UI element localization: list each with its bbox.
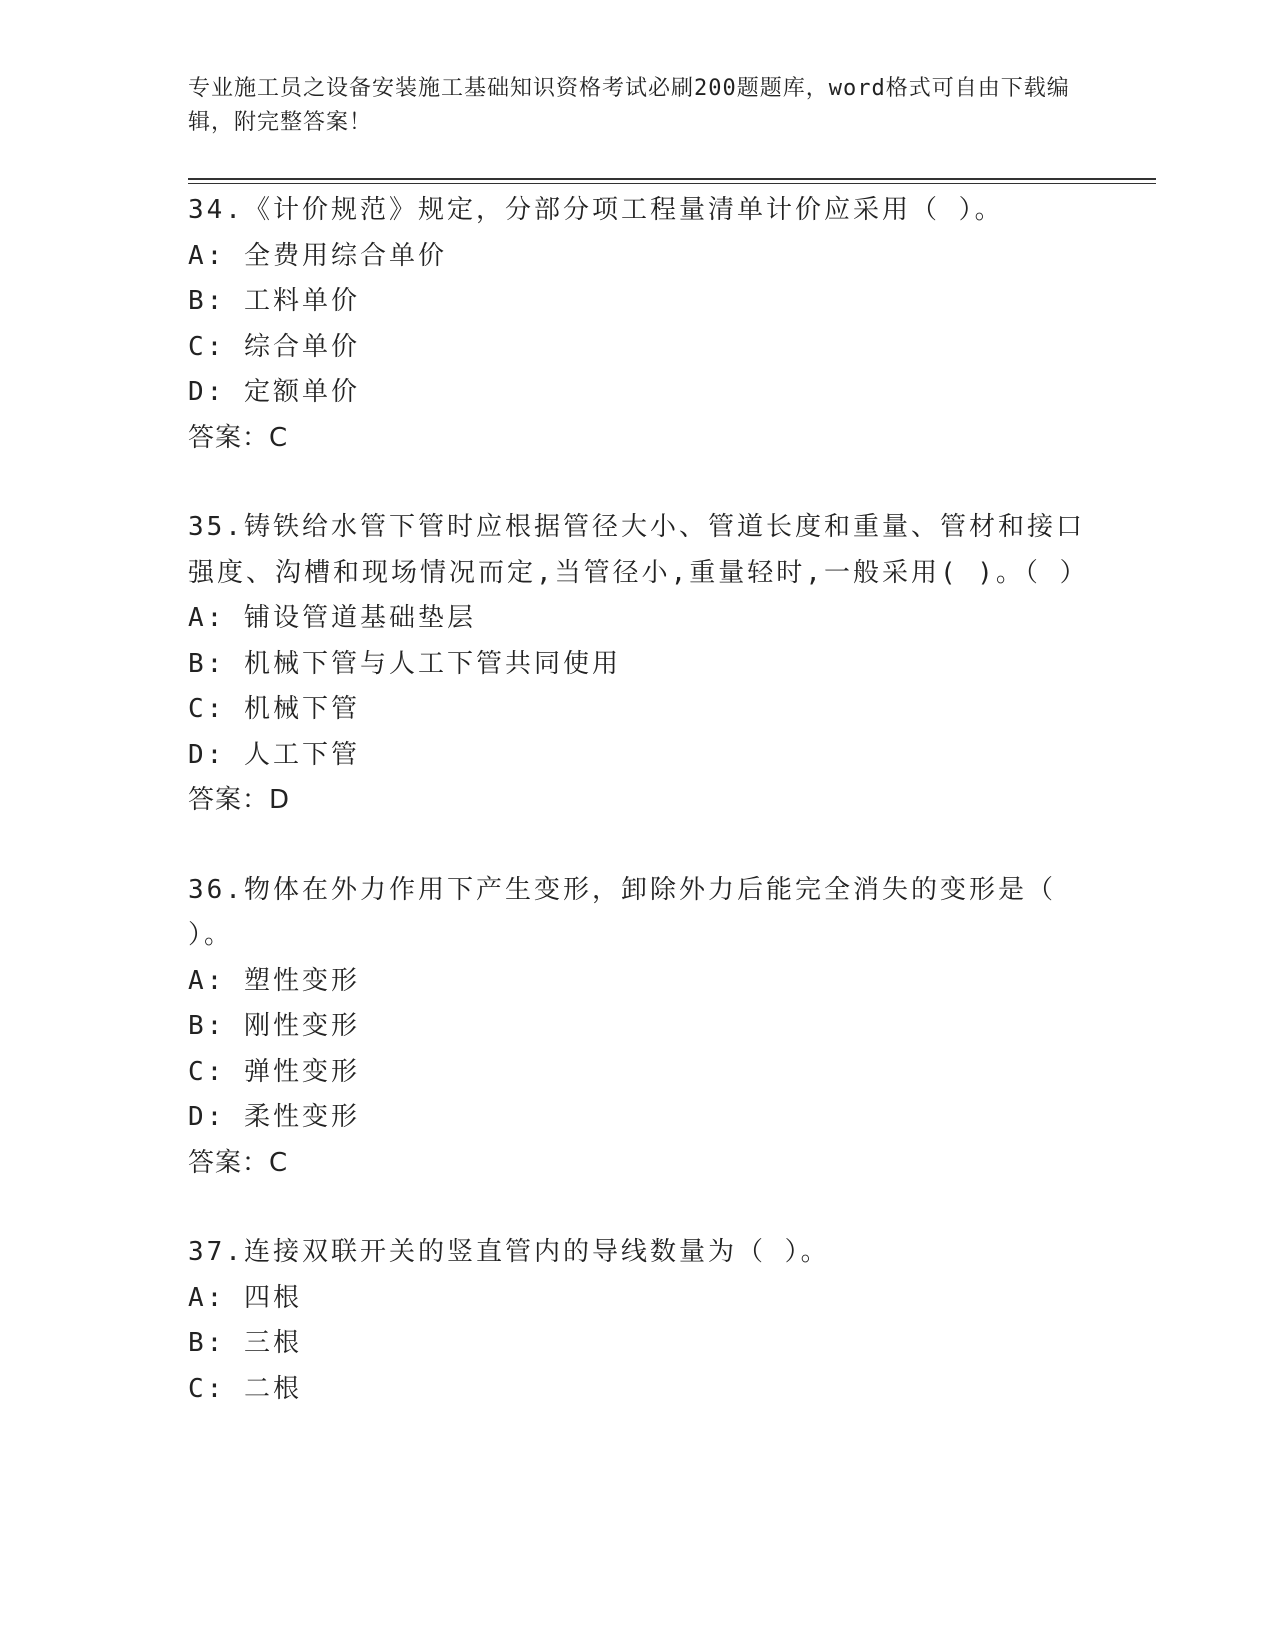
option-b: B: 工料单价 [188, 286, 360, 316]
option-c: C: 机械下管 [188, 694, 360, 724]
option-d: D: 定额单价 [188, 377, 360, 407]
option-c: C: 弹性变形 [188, 1056, 360, 1087]
header-rule-thin [188, 183, 1156, 184]
option-c: C: 综合单价 [188, 331, 360, 362]
question-stem: 35.铸铁给水管下管时应根据管径大小、管道长度和重量、管材和接口强度、沟槽和现场情况而定,当管径小,重量轻时,一般采用( )。（ ） [188, 512, 1089, 588]
question-37 [188, 1230, 1108, 1412]
document-header: 专业施工员之设备安装施工基础知识资格考试必刷200题题库，word格式可自由下载编辑，附完整答案！ [188, 76, 1070, 135]
answer: 答案：D [188, 785, 291, 815]
option-b: B: 三根 [188, 1328, 302, 1358]
option-b: B: 刚性变形 [188, 1011, 360, 1041]
question-34 [188, 188, 1108, 461]
answer: 答案：C [188, 422, 289, 453]
question-35 [188, 505, 1108, 824]
question-stem: 34.《计价规范》规定，分部分项工程量清单计价应采用（ ）。 [188, 195, 1004, 225]
question-36 [188, 868, 1108, 1187]
question-stem: 36.物体在外力作用下产生变形，卸除外力后能完全消失的变形是（ ）。 [188, 874, 1056, 950]
option-b: B: 机械下管与人工下管共同使用 [188, 648, 621, 679]
option-d: D: 人工下管 [188, 739, 360, 770]
option-d: D: 柔性变形 [188, 1102, 360, 1132]
option-a: A: 全费用综合单价 [188, 240, 447, 271]
header-rule-thick [188, 178, 1156, 180]
answer: 答案：C [188, 1147, 289, 1178]
question-stem: 37.连接双联开关的竖直管内的导线数量为（ ）。 [188, 1237, 830, 1267]
option-c: C: 二根 [188, 1373, 302, 1404]
option-a: A: 四根 [188, 1282, 302, 1313]
question-list [188, 188, 1108, 1456]
option-a: A: 塑性变形 [188, 965, 360, 996]
option-a: A: 铺设管道基础垫层 [188, 603, 476, 633]
